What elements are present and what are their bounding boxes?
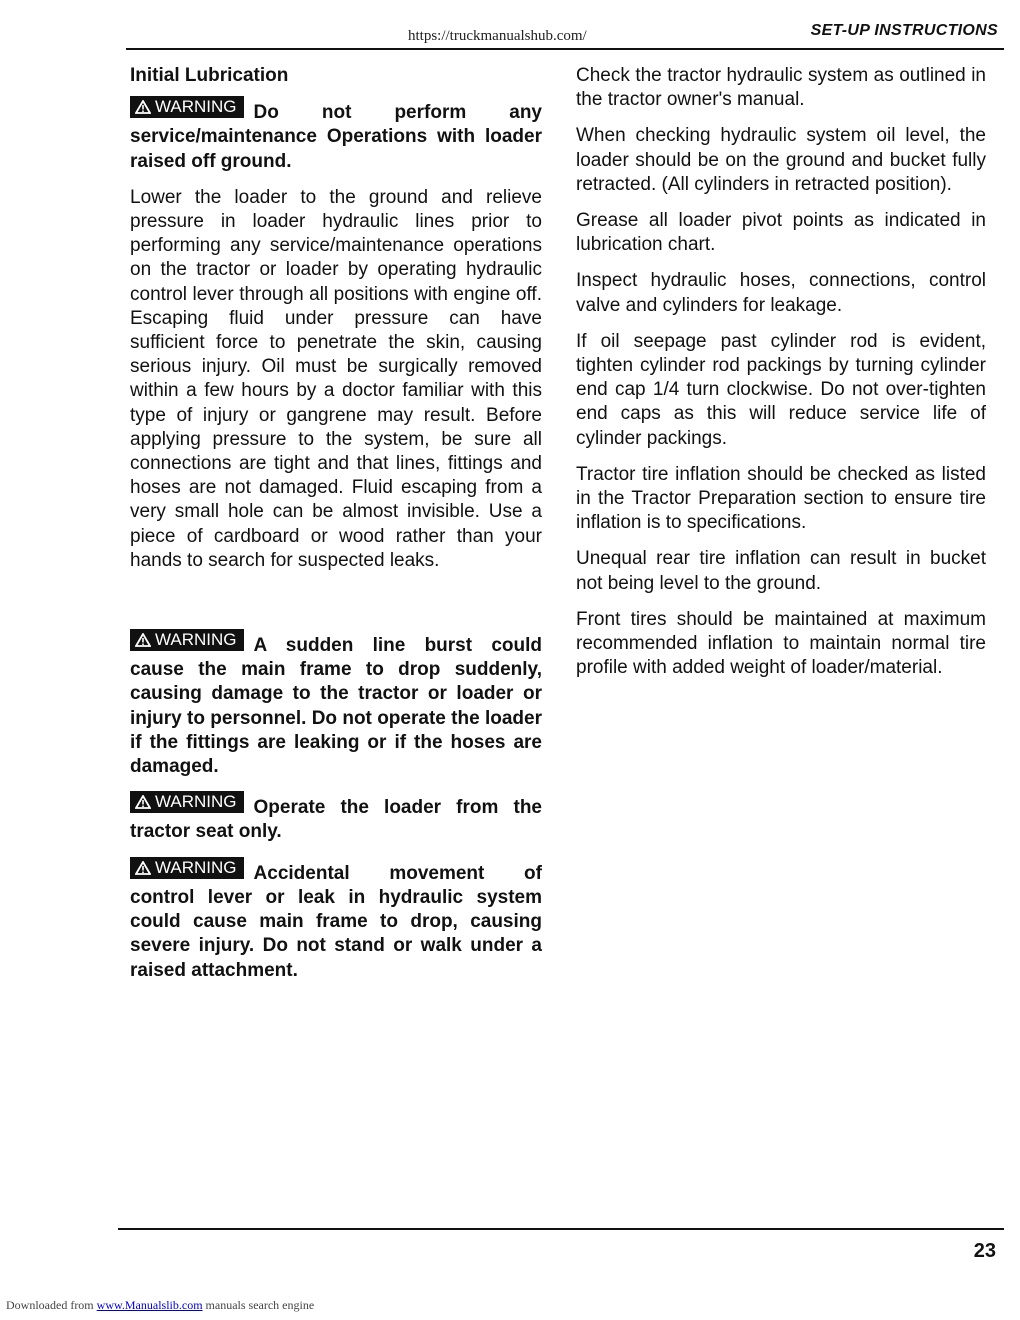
- warning-badge: [130, 96, 244, 118]
- initial-lubrication-heading: Initial Lubrication: [130, 65, 289, 86]
- warning-badge: [130, 791, 244, 813]
- footer-divider: [118, 1228, 1004, 1230]
- manualslib-link[interactable]: www.Manualslib.com: [96, 1298, 203, 1312]
- right-paragraph: Front tires should be maintained at maximum recommended inflation to maintain normal tire profile with added weight of loader/material.: [576, 608, 986, 679]
- warning-label: WARNING: [155, 857, 237, 877]
- warning-text-4: Accidental movement of control lever or leak in hydraulic system could cause main frame to drop, causing severe injury. Do not stand or walk under a raised attachment.: [130, 862, 542, 981]
- warning-text-2: A sudden line burst could cause the main frame to drop suddenly, causing damage to the tractor or loader or injury to personnel. Do not operate the loader if the fittings are leaking or if the hoses are damaged.: [130, 635, 542, 778]
- warning-badge: [130, 857, 244, 879]
- warning-block-4: [130, 857, 542, 983]
- right-paragraph: Grease all loader pivot points as indicated in lubrication chart.: [576, 210, 986, 256]
- warning-triangle-icon: [135, 100, 151, 114]
- warning-triangle-icon: [135, 861, 151, 875]
- download-footer: [6, 1298, 314, 1313]
- left-column: [130, 64, 542, 995]
- right-paragraph: Inspect hydraulic hoses, connections, control valve and cylinders for leakage.: [576, 270, 986, 316]
- warning-badge: [130, 629, 244, 651]
- right-paragraph: Unequal rear tire inflation can result in bucket not being level to the ground.: [576, 548, 986, 594]
- warning-triangle-icon: [135, 795, 151, 809]
- warning-text-1: Do not perform any service/maintenance Operations with loader raised off ground.: [130, 102, 542, 172]
- section-title: SET-UP INSTRUCTIONS: [810, 22, 998, 39]
- warning-label: WARNING: [155, 97, 237, 117]
- warning-block-3: [130, 791, 542, 844]
- header-divider: [126, 48, 1004, 50]
- warning-block-1: [130, 96, 542, 174]
- right-paragraph: Tractor tire inflation should be checked as listed in the Tractor Preparation section to ensure tire inflation is to specifications.: [576, 463, 986, 534]
- page-number: 23: [973, 1240, 996, 1262]
- warning-triangle-icon: [135, 633, 151, 647]
- right-paragraph: When checking hydraulic system oil level, the loader should be on the ground and bucket fully retracted. (All cylinders in retracted position).: [576, 125, 986, 195]
- warning-label: WARNING: [155, 630, 237, 650]
- footer-suffix: manuals search engine: [205, 1298, 315, 1312]
- warning-block-2: [130, 629, 542, 779]
- source-url: https://truckmanualshub.com/: [408, 28, 587, 44]
- footer-prefix: Downloaded from: [6, 1298, 94, 1312]
- warning-label: WARNING: [155, 792, 237, 812]
- right-column: [576, 64, 986, 692]
- right-paragraph: Check the tractor hydraulic system as outlined in the tractor owner's manual.: [576, 65, 986, 111]
- right-paragraph: If oil seepage past cylinder rod is evident, tighten cylinder rod packings by turning cylinder end cap 1/4 turn clockwise. Do not over-tighten end caps as this will reduce service life of cylinder packings.: [576, 330, 986, 449]
- relieve-pressure-paragraph: Lower the loader to the ground and relieve pressure in loader hydraulic lines prior to performing any service/maintenance operations on the tractor or loader by operating hydraulic control lever through all positions with engine off. Escaping fluid under pressure can have sufficient force to penetrate the skin, causing serious injury. Oil must be surgically removed within a few hours by a doctor familiar with this type of injury or gangrene may result. Before applying pressure to the system, be sure all connections are tight and that lines, fittings and hoses are not damaged. Fluid escaping from a very small hole can be almost invisible. Use a piece of cardboard or wood rather than your hands to search for suspected leaks.: [130, 186, 542, 571]
- warning-text-3: Operate the loader from the tractor seat only.: [130, 797, 542, 843]
